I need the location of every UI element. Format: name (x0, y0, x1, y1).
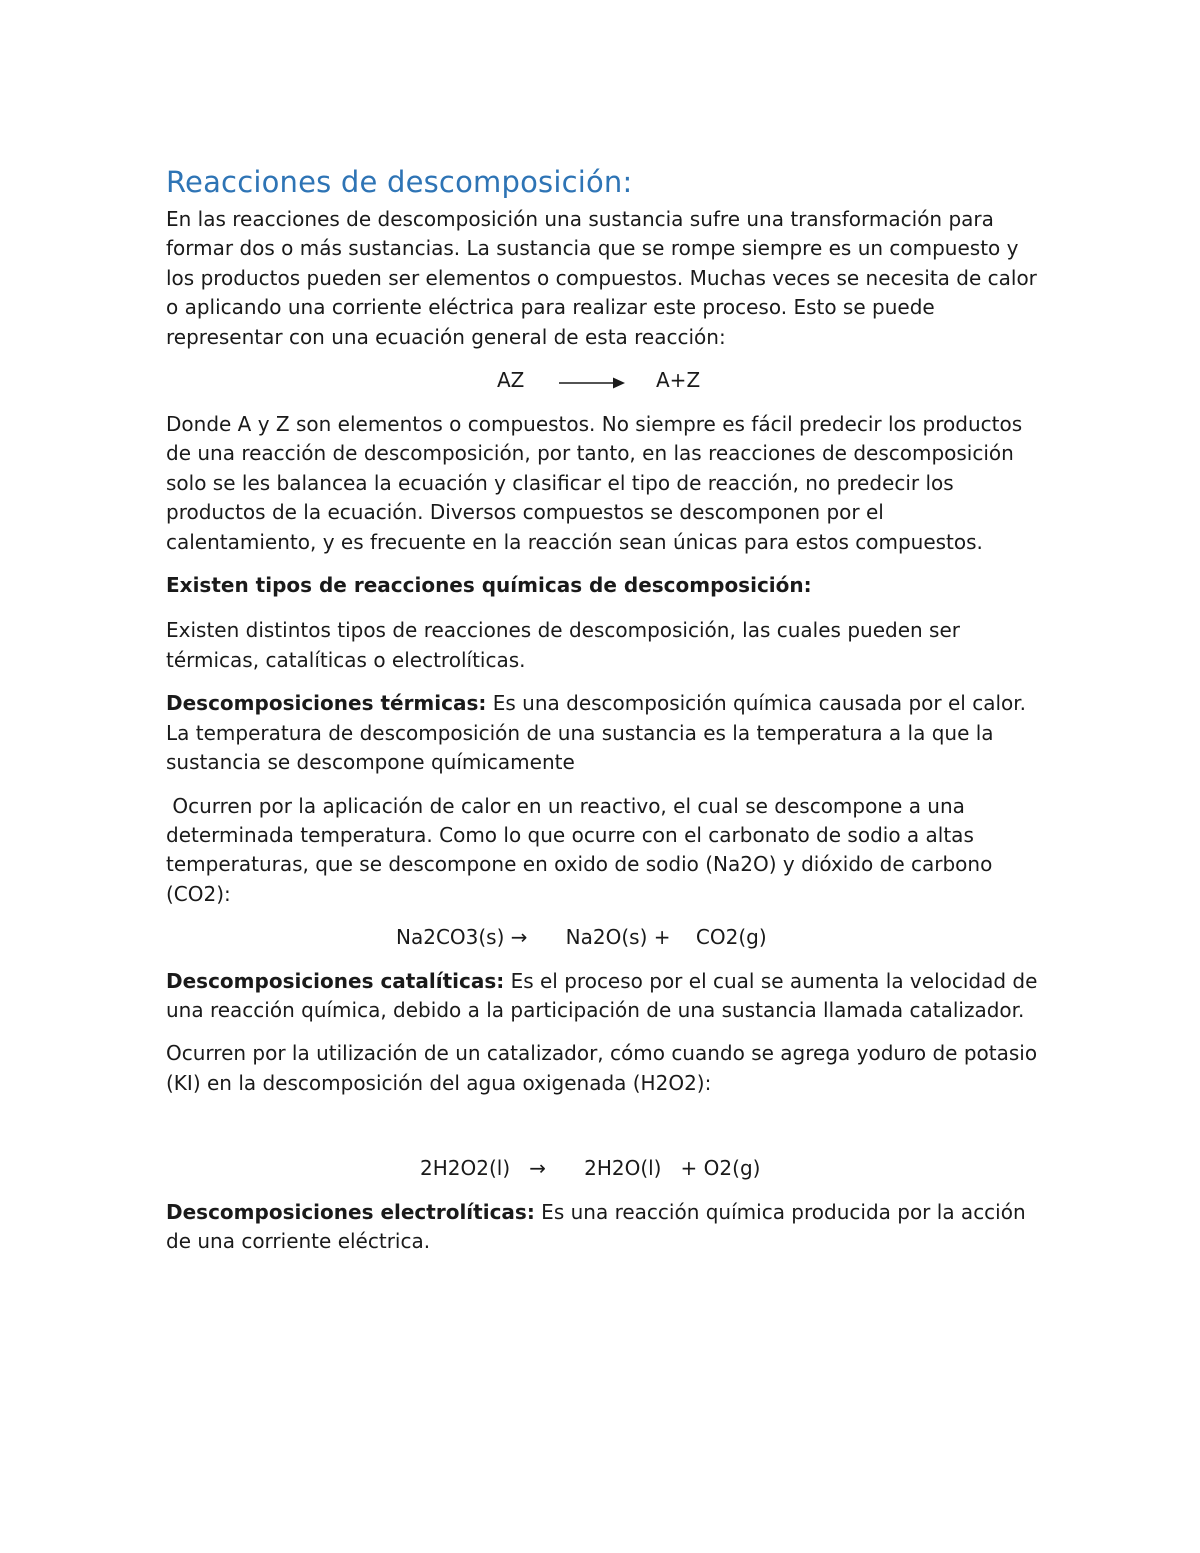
intro-paragraph: En las reacciones de descomposición una sustancia sufre una transformación para formar dos o más sustancias. La sustancia que se rompe siempre es un compuesto y los productos pueden ser elementos o compuestos. Muchas veces se necesita de calor o aplicando una corriente eléctrica para realizar este proceso. Esto se puede representar con una ecuación general de esta reacción: (166, 207, 1037, 349)
catalytic-equation: 2H2O2(l) → 2H2O(l) + O2(g) (420, 1156, 761, 1181)
thermal-definition (166, 689, 1038, 777)
types-heading-text: Existen tipos de reacciones químicas de descomposición: (166, 573, 812, 598)
catalytic-detail: Ocurren por la utilización de un catalizador, cómo cuando se agrega yoduro de potasio (KI) en la descomposición del agua oxigenada (H2O2): (166, 1041, 1038, 1095)
equation-rhs: A+Z (656, 368, 701, 393)
equation-lhs: AZ (497, 368, 525, 393)
electrolytic-definition-text: Es una reacción química producida por la acción de una corriente eléctrica. (166, 1199, 1026, 1253)
catalytic-definition-text: Es el proceso por el cual se aumenta la velocidad de una reacción química, debido a la participación de una sustancia llamada catalizador. (166, 968, 1038, 1022)
reaction-arrow-icon (559, 377, 625, 389)
electrolytic-definition (166, 1198, 1038, 1257)
thermal-detail: Ocurren por la aplicación de calor en un reactivo, el cual se descompone a una determinada temperatura. Como lo que ocurre con el carbonato de sodio a altas temperaturas, que se descompone en oxido de sodio (Na2O) y dióxido de carbono (CO2): (166, 793, 999, 906)
types-intro-paragraph: Existen distintos tipos de reacciones de descomposición, las cuales pueden ser térmicas, catalíticas o electrolíticas. (166, 618, 960, 672)
explanation-paragraph: Donde A y Z son elementos o compuestos. No siempre es fácil predecir los productos de una reacción de descomposición, por tanto, en las reacciones de descomposición solo se les balancea la ecuación y clasificar el tipo de reacción, no predecir los productos de la ecuación. Diversos compuestos se descomponen por el calentamiento, y es frecuente en la reacción sean únicas para estos compuestos. (166, 412, 1023, 554)
thermal-equation: Na2CO3(s) → Na2O(s) + CO2(g) (396, 925, 767, 950)
page-title: Reacciones de descomposición: (166, 165, 633, 199)
catalytic-definition (166, 967, 1038, 1026)
thermal-label: Descomposiciones térmicas: (166, 691, 487, 716)
thermal-definition-text: Es una descomposición química causada por el calor. La temperatura de descomposición de una sustancia es la temperatura a la que la sustancia se descompone químicamente (166, 691, 1026, 775)
document-body (166, 163, 1038, 1256)
electrolytic-label: Descomposiciones electrolíticas: (166, 1199, 535, 1224)
general-equation (166, 366, 1038, 396)
catalytic-label: Descomposiciones catalíticas: (166, 968, 505, 993)
types-heading (166, 571, 1038, 600)
